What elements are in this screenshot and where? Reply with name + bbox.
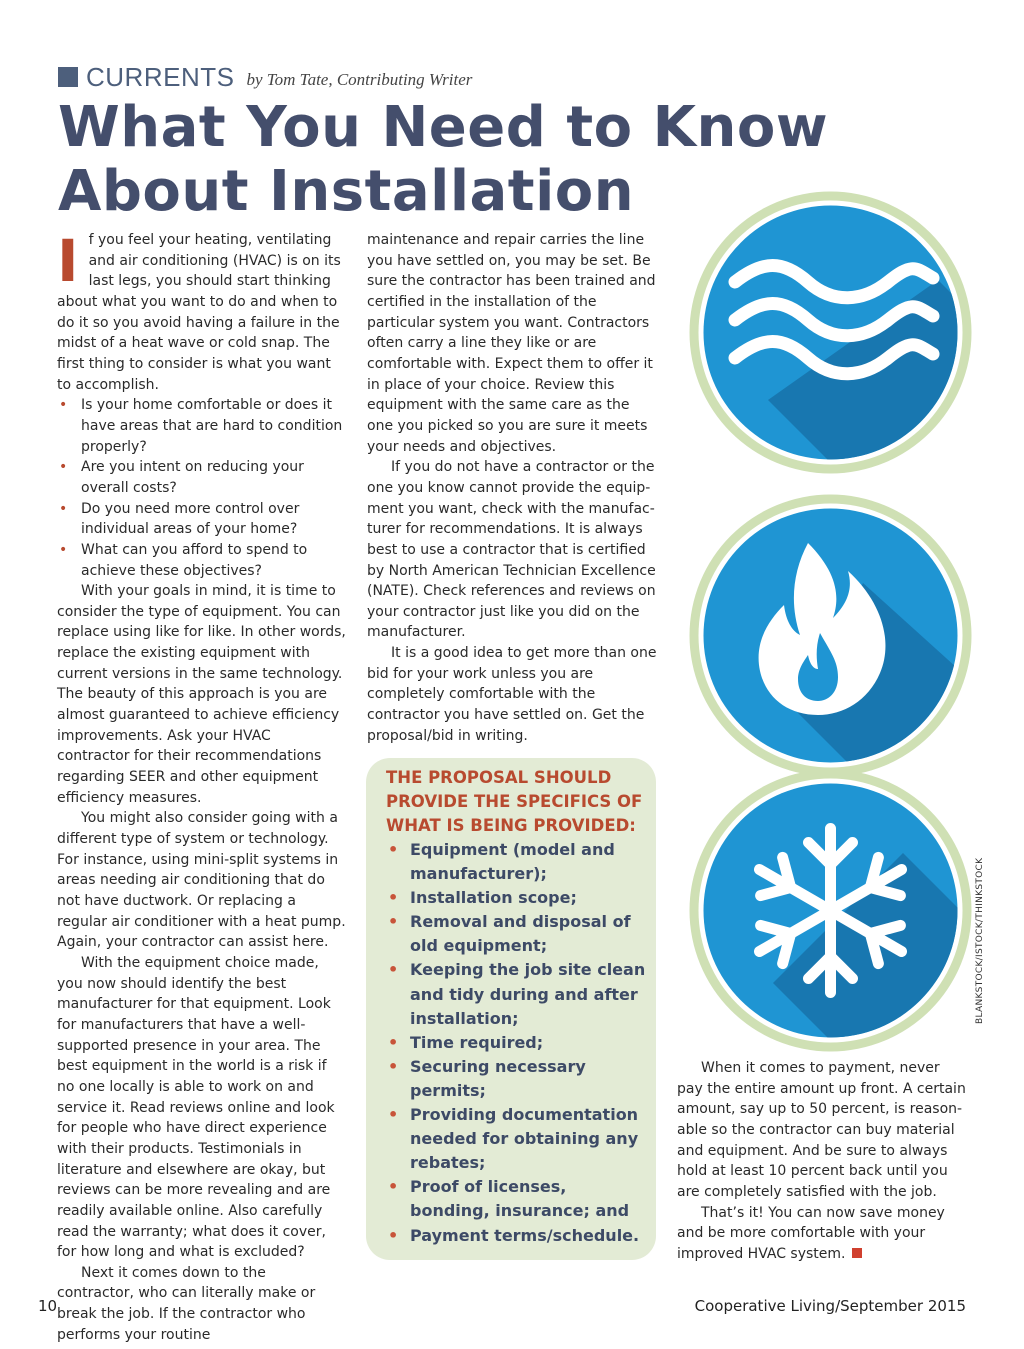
list-item: • Do you need more control over individual areas of your home? (57, 499, 347, 540)
body-paragraph: If you do not have a contractor or the one you know cannot provide the equipment you want, check with the manufacturer for recommendations. It is always best to use a contractor that is certified by North American Technician Excellence (NATE). Check references and reviews on your contractor just like you did on the manufacturer. (367, 459, 656, 641)
list-item: • Is your home comfortable or does it have areas that are hard to condition properly? (57, 395, 347, 457)
column-3 (677, 1058, 969, 1265)
flame-icon (688, 493, 973, 778)
body-paragraph: maintenance and repair carries the line you have settled on, you may be set. Be sure the contractor has been trained and certified in the installation of the particular system you want. Contractors often carry a line they like or are comfortable with. Expect them to offer it in place of your choice. Review this equipment with the same care as the one you picked so you are sure it meets your needs and objectives. (367, 232, 656, 455)
intro-paragraph (57, 227, 347, 395)
photo-credit: BLANKSTOCK/ISTOCK/THINKSTOCK (975, 857, 985, 1024)
list-item: • Time required; (386, 1031, 648, 1055)
article-title: What You Need to Know About Installation (58, 95, 829, 224)
intro-text: f you feel your heating, ventilating and air conditioning (HVAC) is on its last legs, you should start thinking about what you want to do and when to do it so you avoid having a failure in the midst of a heat wave or cold snap. The first thing to consider is what you want to accomplish. (57, 232, 341, 393)
drop-cap: I (57, 227, 79, 295)
list-item: • Proof of licenses, bonding, insurance; and (386, 1175, 648, 1223)
body-paragraph: Next it comes down to the contractor, who can literally make or break the job. If the contractor who performs your routine (57, 1264, 316, 1343)
closing-paragraph (677, 1203, 969, 1265)
snowflake-icon (688, 768, 973, 1053)
page-number: 10 (38, 1297, 58, 1315)
body-paragraph: With the equipment choice made, you now should identify the best manufacturer for that equipment. Look for manufacturers that have a well-supported presence in your area. The best equipment in the world is a risk if no one locally is able to work on and service it. Read reviews online and look for people who have direct experience with their products. Testimonials in literature and elsewhere are okay, but reviews can be more revealing and are readily available online. Also carefully read the warranty; what does it cover, for how long and what is excluded? (57, 954, 335, 1261)
list-item: • Securing necessary permits; (386, 1055, 648, 1103)
body-paragraph: When it comes to payment, never pay the entire amount up front. A certain amount, say up to 50 percent, is reasonable so the contractor can buy material and equipment. And be sure to always hold at least 10 percent back until you are completely satisfied with the job. (677, 1060, 966, 1200)
list-item: • Removal and disposal of old equipment; (386, 910, 648, 958)
sidebar-heading: THE PROPOSAL SHOULD PROVIDE THE SPECIFICS OF WHAT IS BEING PROVIDED: (386, 768, 643, 835)
list-item: • Equipment (model and manufacturer); (386, 838, 648, 886)
body-paragraph: It is a good idea to get more than one bid for your work unless you are completely comfortable with the contractor you have settled on. Get the proposal/bid in writing. (367, 645, 657, 744)
section-header (58, 62, 472, 92)
section-name: CURRENTS (86, 61, 235, 92)
question-list (57, 395, 347, 581)
end-mark (852, 1248, 862, 1258)
byline: by Tom Tate, Contributing Writer (246, 70, 473, 89)
list-item: • Payment terms/schedule. (386, 1224, 648, 1248)
list-item: • Are you intent on reducing your overall costs? (57, 457, 347, 498)
air-waves-icon (688, 190, 973, 475)
body-paragraph: With your goals in mind, it is time to consider the type of equipment. You can replace using like for like. In other words, replace the existing equipment with current versions in the same technology. The beauty of this approach is you are almost guaranteed to achieve efficiency improvements. Ask your HVAC contractor for their recommendations regarding SEER and other equipment efficiency measures. (57, 583, 346, 806)
list-item: • Providing documentation needed for obtaining any rebates; (386, 1103, 648, 1175)
column-2 (367, 230, 659, 746)
closing-text: That’s it! You can now save money and be more comfortable with your improved HVAC system. (677, 1204, 945, 1262)
publication-footer: Cooperative Living/September 2015 (694, 1297, 966, 1315)
proposal-sidebar (366, 758, 656, 1260)
column-1 (57, 227, 347, 1345)
list-item: • Keeping the job site clean and tidy during and after installation; (386, 958, 648, 1030)
body-paragraph: You might also consider going with a different type of system or technology. For instance, using mini-split systems in areas needing air conditioning that do not have ductwork. Or replacing a regular air conditioner with a heat pump. Again, your contractor can assist here. (57, 810, 346, 951)
sidebar-list (386, 838, 648, 1248)
list-item: • What can you afford to spend to achieve these objectives? (57, 540, 347, 581)
list-item: • Installation scope; (386, 886, 648, 910)
section-marker (58, 67, 78, 87)
